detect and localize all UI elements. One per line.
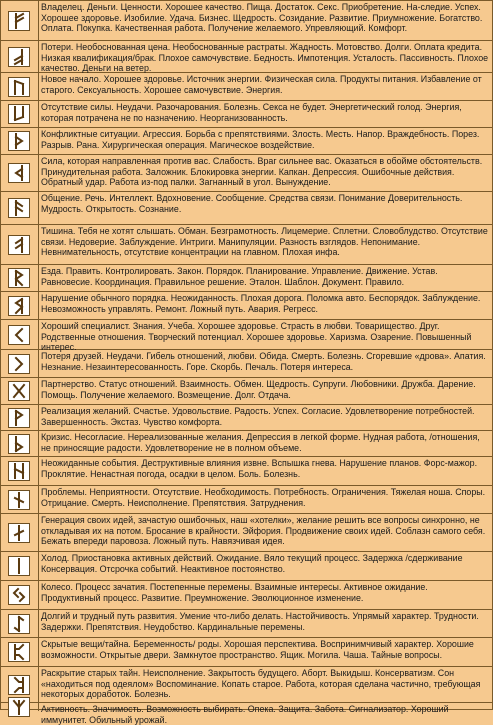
rune-description-text: Генерация своих идей, зачастую ошибочных, наш «хотелки», желание решить все вопросы синхронно, не откладывая их на потом. Бросание в крайности. Эйфория. Продвижение своих идей. Соблазн самого себя. Бежать впереди паровоза. Ложный путь. Навязчивая идея. bbox=[41, 515, 486, 546]
rune-row bbox=[1, 431, 492, 457]
rune-kenaz-icon bbox=[8, 325, 30, 345]
rune-row bbox=[1, 292, 492, 320]
rune-row bbox=[1, 486, 492, 514]
rune-description-text: Хороший специалист. Знания. Учеба. Хорошее здоровье. Страсть в любви. Товарищество. Друг. Родственные отношения. Творческий потенциал. Хорошее здоровье. Харизма. Озарение. Повышенный интерес. bbox=[41, 321, 472, 352]
rune-cell bbox=[1, 265, 39, 291]
rune-description bbox=[41, 667, 489, 702]
rune-description-text: Владелец. Деньги. Ценности. Хорошее качество. Пища. Достаток. Секс. Приобретение. На-следие. Успех. Хорошее здоровье. Изобилие. Удача. Бизнес. Щедрость. Созидание. Развитие. Приумножение. Богатство. Оплата. Покупка. Качественная работа. Получение желаемого. Упревляющий. Комфорт. bbox=[41, 2, 483, 33]
rune-cell bbox=[1, 581, 39, 609]
rune-description bbox=[41, 350, 489, 377]
rune-ansuz-icon bbox=[8, 198, 30, 218]
rune-description-text: Реализация желаний. Счастье. Удовольствие. Радость. Успех. Согласие. Удовлетворение потребностей. Завершенность. Экстаз. Чувство комфорта. bbox=[41, 406, 475, 427]
rune-description-text: Сила, которая направленная против вас. Слабость. Враг сильнее вас. Оказаться в обойме обстоятельств. Принудительная работа. Заложник. Блокировка энергии. Капкан. Депрессия. Ошибочные действия. Обратный удар. Работа из-под палки. Загнанный в угол. Вынуждение. bbox=[41, 156, 483, 187]
rune-description bbox=[41, 552, 489, 580]
rune-row bbox=[1, 192, 492, 225]
rune-description-text: Колесо. Процесс зачатия. Постепенные перемены. Взаимные интересы. Активное ожидание. Продуктивный процесс. Развитие. Преумножение. Эволюционное изменение. bbox=[41, 582, 428, 603]
rune-cell bbox=[1, 486, 39, 513]
rune-cell bbox=[1, 350, 39, 377]
rune-row bbox=[1, 638, 492, 667]
rune-ansuz-rev-icon bbox=[8, 235, 30, 255]
rune-algiz-icon bbox=[8, 697, 30, 717]
rune-description-text: Проблемы. Неприятности. Отсутствие. Необходимость. Потребность. Ограничения. Тяжелая ноша. Споры. Отрицание. Смерть. Неисполнение. Препятствия. Затруднения. bbox=[41, 487, 486, 508]
rune-description-text: Партнерство. Статус отношений. Взаимность. Обмен. Щедрость. Супруги. Любовники. Дружба. Дарение. Помощь. Получение желаемого. Возмещение. Долг. Отдача. bbox=[41, 379, 476, 400]
rune-description-text: Кризис. Несогласие. Нереализованные желания. Депрессия в легкой форме. Нудная работа, /отношения, не приносящие радости. Удовлетворение не в полном объеме. bbox=[41, 432, 480, 453]
rune-kenaz-rev-icon bbox=[8, 354, 30, 374]
rune-description bbox=[41, 638, 489, 666]
rune-cell bbox=[1, 101, 39, 127]
rune-description bbox=[41, 405, 489, 430]
rune-description bbox=[41, 192, 489, 224]
rune-description bbox=[41, 703, 489, 725]
rune-description bbox=[41, 128, 489, 154]
rune-cell bbox=[1, 192, 39, 224]
rune-description-text: Новое начало. Хорошее здоровье. Источник энергии. Физическая сила. Продукты питания. Избавление от старого. Сексуальность. Хорошее самочувствие. Энергия. bbox=[41, 74, 482, 95]
rune-raidho-icon bbox=[8, 268, 30, 288]
rune-description bbox=[41, 378, 489, 404]
rune-description-text: Долгий и трудный путь развития. Умение что-либо делать. Настойчивость. Упрямый характер. Трудности. Задержки. Препятствия. Неудобство. Кардинальные перемены. bbox=[41, 611, 479, 632]
rune-cell bbox=[1, 73, 39, 100]
rune-description bbox=[41, 155, 489, 191]
rune-row bbox=[1, 73, 492, 101]
rune-cell bbox=[1, 638, 39, 666]
rune-description bbox=[41, 225, 489, 264]
rune-cell bbox=[1, 128, 39, 154]
rune-row bbox=[1, 128, 492, 155]
rune-perthro-rev-icon bbox=[8, 675, 30, 695]
rune-cell bbox=[1, 703, 39, 711]
rune-raidho-rev-icon bbox=[8, 296, 30, 316]
rune-cell bbox=[1, 41, 39, 72]
rune-row bbox=[1, 155, 492, 192]
rune-hagalaz-icon bbox=[8, 461, 30, 481]
rune-description bbox=[41, 457, 489, 485]
rune-row bbox=[1, 265, 492, 292]
rune-description bbox=[41, 73, 489, 100]
rune-thurisaz-icon bbox=[8, 131, 30, 151]
rune-uruz-icon bbox=[8, 77, 30, 97]
rune-nauthiz-rev-icon bbox=[8, 523, 30, 543]
rune-row bbox=[1, 667, 492, 703]
rune-cell bbox=[1, 1, 39, 40]
rune-row bbox=[1, 350, 492, 378]
rune-cell bbox=[1, 610, 39, 637]
rune-cell bbox=[1, 552, 39, 580]
rune-description-text: Потеря друзей. Неудачи. Гибель отношений, любви. Обида. Смерть. Болезнь. Сгоревшие «дрова». Апатия. Незнание. Незаинтересованность. Горе. Скорбь. Печаль. Потеря интереса. bbox=[41, 351, 486, 372]
rune-row bbox=[1, 703, 492, 725]
rune-description-text: Тишина. Тебя не хотят слышать. Обман. Безграмотность. Лицемерие. Сплетни. Словоблудство. Отсутствие связи. Недоверие. Заблуждение. Интриги. Манипуляции. Разность взглядов. Непонимание. Невнимательность, отсутствие концентрации на главном. Плохая инфа. bbox=[41, 226, 488, 257]
rune-row bbox=[1, 514, 492, 552]
rune-perthro-icon bbox=[8, 642, 30, 662]
rune-description-text: Неожиданные события. Деструктивные влияния извне. Вспышка гнева. Нарушение планов. Форс-мажор. Проклятие. Ненастная погода, осадки в целом. Боль. Болезнь. bbox=[41, 458, 478, 479]
rune-description-text: Отсутствие силы. Неудачи. Разочарования. Болезнь. Секса не будет. Энергетический голод. Энергия, которая потрачена не по назначению. Неорганизованность. bbox=[41, 102, 462, 123]
rune-description bbox=[41, 514, 489, 551]
rune-row bbox=[1, 1, 492, 41]
rune-row bbox=[1, 41, 492, 73]
rune-cell bbox=[1, 431, 39, 456]
rune-eihwaz-icon bbox=[8, 614, 30, 634]
rune-row bbox=[1, 378, 492, 405]
rune-description-text: Потери. Необоснованная цена. Необоснованные растраты. Жадность. Мотовство. Долги. Оплата кредита. Низкая квалификация/брак. Плохое самочувствие. Бедность. Импотенция. Усталость. Пассивность. Плохое качество. Деньги на ветер. bbox=[41, 42, 489, 73]
rune-cell bbox=[1, 457, 39, 485]
rune-gebo-icon bbox=[8, 381, 30, 401]
rune-jera-icon bbox=[8, 585, 30, 605]
rune-row bbox=[1, 225, 492, 265]
rune-cell bbox=[1, 320, 39, 349]
rune-cell bbox=[1, 405, 39, 430]
rune-row bbox=[1, 405, 492, 431]
rune-row bbox=[1, 320, 492, 350]
rune-description bbox=[41, 610, 489, 637]
rune-cell bbox=[1, 155, 39, 191]
rune-fehu-icon bbox=[8, 11, 30, 31]
rune-description bbox=[41, 265, 489, 291]
rune-cell bbox=[1, 378, 39, 404]
rune-description-text: Общение. Речь. Интеллект. Вдохновение. Сообщение. Средства связи. Понимание Доверительность. Мудрость. Открытость. Сознание. bbox=[41, 193, 463, 214]
rune-row bbox=[1, 581, 492, 610]
rune-description-text: Езда. Править. Контролировать. Закон. Порядок. Планирование. Управление. Движение. Устав. Равновесие. Координация. Правильное решение. Эталон. Шаблон. Документ. Правило. bbox=[41, 266, 438, 287]
rune-cell bbox=[1, 292, 39, 319]
rune-description-text: Нарушение обычного порядка. Неожиданность. Плохая дорога. Поломка авто. Беспорядок. Заблуждение. Невозможность управлять. Ремонт. Ложный путь. Авария. Регресс. bbox=[41, 293, 481, 314]
rune-uruz-rev-icon bbox=[8, 104, 30, 124]
rune-description bbox=[41, 101, 489, 127]
rune-cell bbox=[1, 514, 39, 551]
rune-description bbox=[41, 486, 489, 513]
rune-isa-icon bbox=[8, 556, 30, 576]
rune-wunjo-icon bbox=[8, 408, 30, 428]
rune-row bbox=[1, 552, 492, 581]
rune-row bbox=[1, 610, 492, 638]
rune-description bbox=[41, 292, 489, 319]
rune-description-text: Раскрытие старых тайн. Неисполнение. Закрытость будущего. Аборт. Выкидыш. Консерватизм. Сон «находиться под одеялом» Воспоминание. Копать старое. Работа, которая сделана частично, требующая некоторых доработок. Болезнь. bbox=[41, 668, 481, 699]
rune-thurisaz-rev-icon bbox=[8, 163, 30, 183]
rune-description-text: Холод. Приостановка активных действий. Ожидание. Вяло текущий процесс. Задержка /сдерживание Консервация. Отсрочка событий. Неактивное постоянство. bbox=[41, 553, 463, 574]
rune-row bbox=[1, 101, 492, 128]
rune-cell bbox=[1, 225, 39, 264]
rune-wunjo-rev-icon bbox=[8, 434, 30, 454]
rune-description bbox=[41, 581, 489, 609]
rune-description bbox=[41, 431, 489, 456]
rune-description bbox=[41, 1, 489, 40]
rune-description-text: Скрытые вещи/тайна. Беременность/ роды. Хорошая перспектива. Воспринимчивый характер. Хорошие возможности. Открытые двери. Замкнутое пространство. Ящик. Могила. Чаша. Тайные вопросы. bbox=[41, 639, 474, 660]
rune-fehu-rev-icon bbox=[8, 47, 30, 67]
rune-description bbox=[41, 320, 489, 352]
rune-description bbox=[41, 41, 489, 72]
rune-row bbox=[1, 457, 492, 486]
rune-description-text: Активность. Значимость. Возможность выбирать. Опека. Защита. Забота. Сигнализатор. Хороший иммунитет. Обильный урожай. bbox=[41, 704, 449, 725]
rune-description-text: Конфликтные ситуации. Агрессия. Борьба с препятствиями. Злость. Месть. Напор. Враждебность. Порез. Разрыв. Рана. Хирургическая операция. Магическое воздействие. bbox=[41, 129, 480, 150]
rune-nauthiz-icon bbox=[8, 490, 30, 510]
